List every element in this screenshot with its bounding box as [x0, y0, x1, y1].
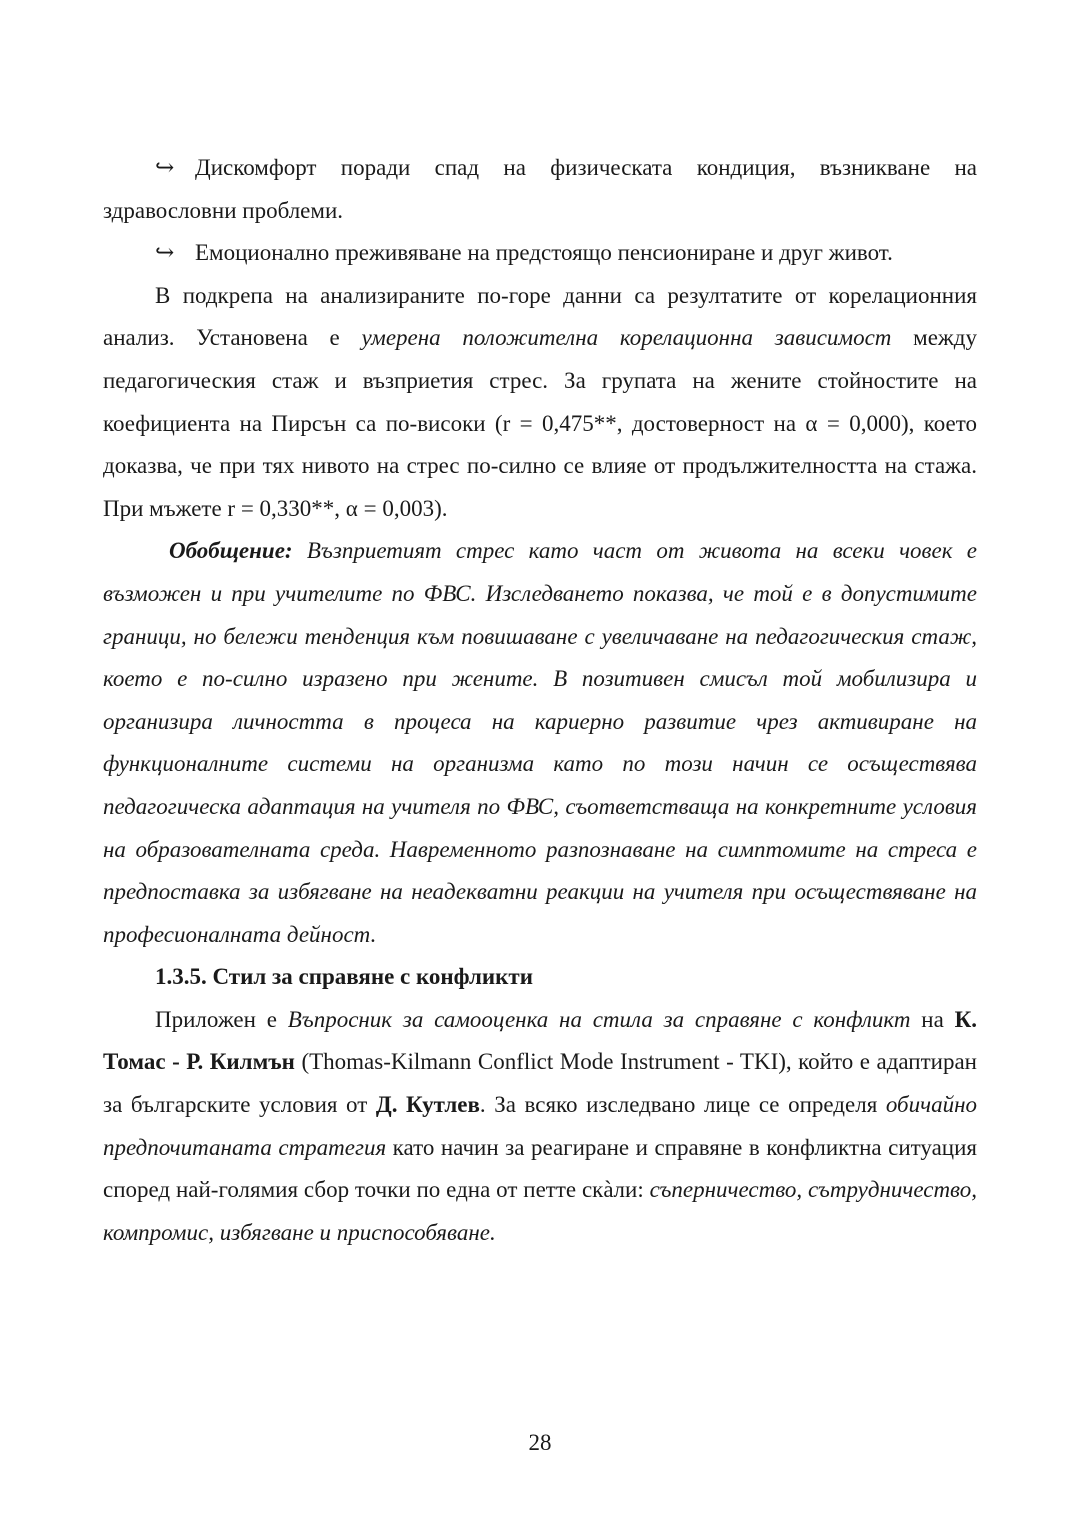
- tki-paragraph: [103, 999, 977, 1255]
- bullet-text-2: Емоционално преживяване на предстоящо пенсиониране и друг живот.: [195, 240, 893, 266]
- summary-label: Обобщение:: [169, 538, 293, 564]
- section-heading: 1.3.5. Стил за справяне с конфликти: [155, 964, 533, 990]
- page-content: [103, 147, 977, 1254]
- text-run: като начин за реагиране и справяне в конфликтна ситуация според най-голямия сбор точки по една от петте скàли:: [103, 1134, 977, 1203]
- arrow-bullet-icon: ↪: [155, 240, 175, 266]
- text-run: между педагогическия стаж и възприетия стрес. За групата на жените стойностите на коефициента на Пирсън са по-високи (r = 0,475**, достоверност на α = 0,000), което доказва, че при тях нивото на стрес по-силно се влияе от продължителността на стажа. При мъжете r = 0,330**, α = 0,003).: [103, 325, 977, 521]
- author-name: К. Томас - Р. Килмън: [103, 1006, 977, 1075]
- text-run: на: [910, 1006, 955, 1032]
- page-number: 28: [528, 1430, 552, 1455]
- text-run: В подкрепа на анализираните по-горе данни са резултатите от корелационния анализ. Установена е: [103, 282, 977, 351]
- text-run: . За всяко изследвано лице се определя: [479, 1092, 886, 1118]
- emphasis-run: умерена положителна корелационна зависимост: [361, 325, 892, 351]
- bullet-item-1: [103, 147, 977, 232]
- emphasis-run: Въпросник за самооценка на стила за справяне с конфликт: [287, 1006, 911, 1032]
- arrow-bullet-icon: ↪: [155, 155, 175, 180]
- author-name: Д. Кутлев: [375, 1092, 480, 1118]
- summary-text: Възприетият стрес като част от живота на всеки човек е възможен и при учителите по ФВС. Изследването показва, че той е в допустимите граници, но бележи тенденция към повишаване с увеличаване на педагогическия стаж, което е по-силно изразено при жените. В позитивен смисъл той мобилизира и организира личността в процеса на кариерно развитие чрез активиране на функционалните системи на организма като по този начин се осъществява педагогическа адаптация на учителя по ФВС, съответстваща на конкретните условия на образователната среда. Навременното разпознаване на симптомите на стреса е предпоставка за избягване на неадекватни реакции на учителя при осъществяване на професионалната дейност.: [103, 538, 977, 947]
- bullet-item-2: [103, 232, 977, 275]
- text-run: Приложен е: [155, 1006, 288, 1032]
- correlation-paragraph: [103, 275, 977, 531]
- emphasis-run: съперничество, сътрудничество, компромис, избягване и приспособяване.: [103, 1177, 977, 1245]
- bullet-text-1: Дискомфорт поради спад на физическата кондиция, възникване на здравословни проблеми.: [103, 155, 977, 223]
- emphasis-run: обичайно предпочитаната стратегия: [103, 1092, 978, 1160]
- text-run: (Thomas-Kilmann Conflict Mode Instrument - TKI), който е адаптиран за българските условия от: [103, 1049, 977, 1118]
- summary-paragraph: [103, 530, 977, 956]
